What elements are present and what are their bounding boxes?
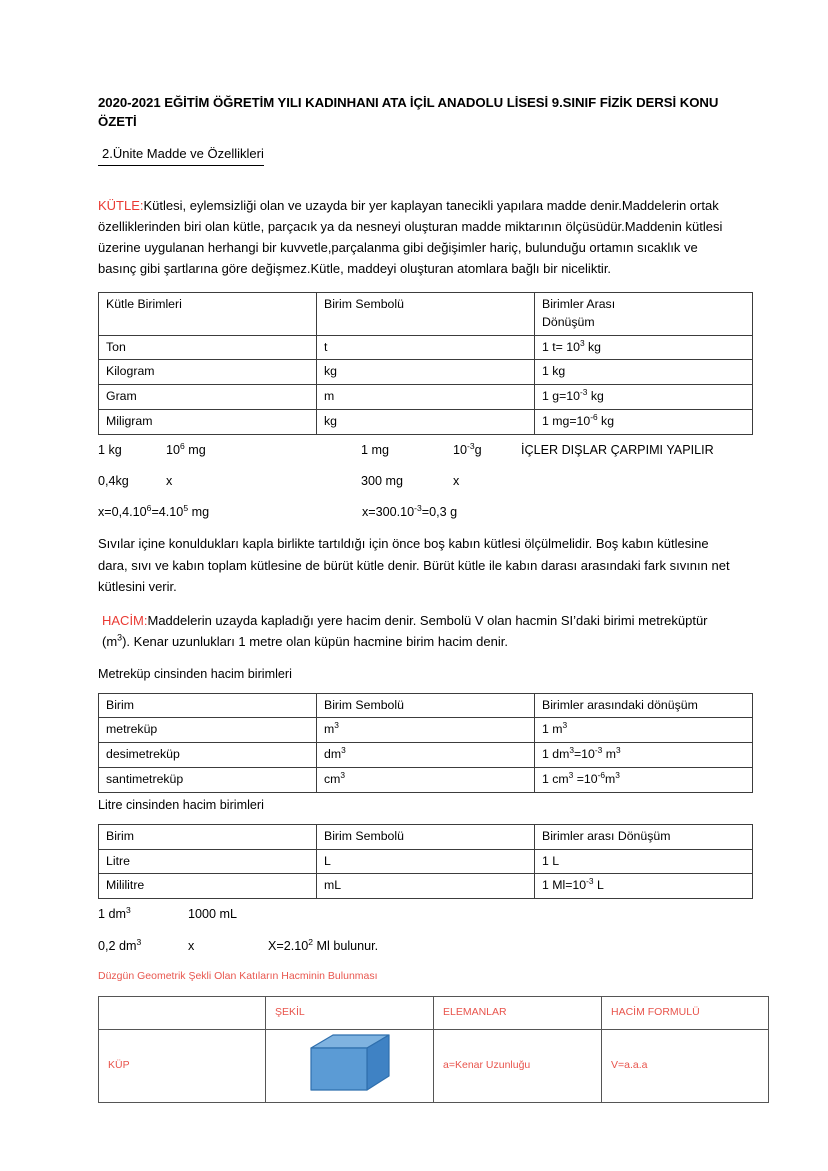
table-header-row xyxy=(99,292,753,335)
cell-symbol: L xyxy=(317,849,535,874)
cell-symbol: kg xyxy=(317,409,535,434)
cell-unit: Ton xyxy=(99,335,317,360)
vol-calc-c xyxy=(268,939,378,953)
table-row xyxy=(99,335,753,360)
calc-right xyxy=(362,502,458,519)
cell-solid-elements: a=Kenar Uzunluğu xyxy=(434,1029,602,1102)
cell-unit: Litre xyxy=(99,849,317,874)
table-header-row xyxy=(99,824,753,849)
calc-b-post: mg xyxy=(184,442,206,457)
volume-calculation-block xyxy=(98,905,730,956)
conv-exponent: 3 xyxy=(615,745,621,756)
vol-c-post: Ml bulunur. xyxy=(313,939,379,954)
vol-a-pre: 0,2 dm xyxy=(98,939,137,954)
cell-conversion xyxy=(535,335,753,360)
cell-conversion: 1 $dm^3=10^{-3}$ $m^3$ xyxy=(535,743,753,768)
conv-pre: 1 t= 10 xyxy=(542,339,580,354)
table-header-cell: Birim Sembolü xyxy=(317,292,535,335)
cell-conversion xyxy=(535,874,753,899)
cell-solid-shape xyxy=(266,1029,434,1102)
cell-unit: santimetreküp xyxy=(99,768,317,793)
vol-calc-a xyxy=(98,905,188,924)
calc-right-pre: x=300.10 xyxy=(362,504,415,519)
cell-symbol: t xyxy=(317,335,535,360)
calc-b: x xyxy=(166,473,173,488)
table-header-cell-elemanlar: ELEMANLAR xyxy=(434,996,602,1029)
calc-a: 1 kg xyxy=(98,442,122,457)
calc-c: 300 mg xyxy=(361,473,404,488)
page-title: 2020-2021 EĞİTİM ÖĞRETİM YILI KADINHANI ATA İÇİL ANADOLU LİSESİ 9.SINIF FİZİK DERSİ KONU ÖZETİ xyxy=(98,95,719,129)
cell-conversion xyxy=(535,385,753,410)
conv-post: kg xyxy=(584,339,602,354)
cell-unit: Miligram xyxy=(99,409,317,434)
calc-left-exp1: 6 xyxy=(146,502,152,513)
conv-exponent: -3 xyxy=(586,876,594,887)
vol-c-exp: 2 xyxy=(308,937,314,947)
volume-units-litre-table xyxy=(98,824,753,899)
volume-units-m3-table xyxy=(98,693,753,793)
table-header-cell: Birimler arasındaki dönüşüm xyxy=(535,693,753,718)
table-header-cell xyxy=(535,292,753,335)
conv-exponent: 3 xyxy=(615,770,620,780)
volume-label: HACİM: xyxy=(102,612,148,628)
calc-right-post: =0,3 g xyxy=(421,504,458,519)
volume-paragraph-part2: ). Kenar uzunlukları 1 metre olan küpün hacmine birim hacim denir. xyxy=(122,633,508,649)
cell-conversion xyxy=(535,409,753,434)
cell-conversion xyxy=(535,849,753,874)
conv-exponent: 3 xyxy=(562,720,568,731)
cell-unit: Mililitre xyxy=(99,874,317,899)
vol-a-exp: 3 xyxy=(136,937,142,947)
table-header-cell: Birim Sembolü xyxy=(317,693,535,718)
table-header-row xyxy=(99,996,769,1029)
table-row xyxy=(99,874,753,899)
table-header-cell: Birimler arası Dönüşüm xyxy=(535,824,753,849)
mass-units-table xyxy=(98,292,753,435)
table-header-cell-empty xyxy=(99,996,266,1029)
sym-exp: 3 xyxy=(340,770,346,780)
conv-post: kg xyxy=(597,413,615,428)
table-row xyxy=(99,849,753,874)
table-row xyxy=(99,385,753,410)
calc-a: 0,4kg xyxy=(98,473,129,488)
calc-c: 1 mg xyxy=(361,442,389,457)
cell-solid-name: KÜP xyxy=(99,1029,266,1102)
calc-left-exp2: 5 xyxy=(183,502,189,513)
conv-pre: 1 Ml=10 xyxy=(542,878,587,893)
table-header-cell: Kütle Birimleri xyxy=(99,292,317,335)
volume-paragraph-part1: Maddelerin uzayda kapladığı yere hacim denir. Sembolü V olan hacmin SI’daki birimi metreküptür (m xyxy=(102,612,708,649)
conv-exponent: -6 xyxy=(597,770,606,780)
cell-symbol: m xyxy=(317,385,535,410)
calc-d-pre: 10 xyxy=(453,442,468,457)
caption-metrekup: Metreküp cinsinden hacim birimleri xyxy=(98,666,292,681)
calc-b-exp: 6 xyxy=(180,440,185,451)
calc-note: İÇLER DIŞLAR ÇARPIMI YAPILIR xyxy=(521,442,714,457)
vol-calc-b: x xyxy=(188,939,195,954)
mass-label: KÜTLE: xyxy=(98,197,144,213)
cell-unit: Kilogram xyxy=(99,360,317,385)
mass-paragraph-text: Kütlesi, eylemsizliği olan ve uzayda bir yer kaplayan tanecikli yapılara madde denir.Maddelerin ortak özelliklerinden biri olan kütle, parçacık ya da nesneyi oluşturan madde miktarının ölçüsüdür.Maddenin kütlesi üzerine uygulanan herhangi bir kuvvetle,parçalanma gibi değişimler hariç, bulunduğu ortamın sıcaklık ve basınç gibi şartlarına göre değişmez.Kütle, maddeyi oluşturan atomlara bağlı bir niceliktir. xyxy=(98,197,723,276)
calc-d-exp: -3 xyxy=(467,440,475,451)
vol-calc-a xyxy=(98,937,188,956)
table-row xyxy=(99,409,753,434)
table-row xyxy=(99,743,753,768)
cell-conversion: 1 $cm^3 =10^{-6}m^3$ xyxy=(535,768,753,793)
vol-a-pre: 1 dm xyxy=(98,907,126,922)
calc-right-exp: -3 xyxy=(414,502,422,513)
calc-left xyxy=(98,503,362,522)
table-row xyxy=(99,360,753,385)
header-line-1: Birimler Arası xyxy=(542,296,616,311)
cell-symbol xyxy=(317,768,535,793)
cell-unit: metreküp xyxy=(99,718,317,743)
cell-conversion: 1 $m^3$ xyxy=(535,718,753,743)
cell-solid-formula: V=a.a.a xyxy=(602,1029,769,1102)
conv-exponent: 3 xyxy=(579,337,585,348)
table-header-cell: Birim xyxy=(99,693,317,718)
table-header-cell: Birim Sembolü xyxy=(317,824,535,849)
unit-heading-wrap xyxy=(98,145,730,179)
table-header-cell: Birim xyxy=(99,824,317,849)
volume-definition-paragraph xyxy=(98,610,730,652)
conv-exponent: 3 xyxy=(569,745,574,756)
vol-calc-row-2 xyxy=(98,937,730,956)
sym-exp: 3 xyxy=(334,720,339,731)
conv-pre: 1 g=10 xyxy=(542,389,580,404)
table-header-cell-sekil: ŞEKİL xyxy=(266,996,434,1029)
conv-exponent: -3 xyxy=(594,745,603,756)
sym-pre: cm xyxy=(324,772,341,787)
table-header-cell-formul: HACİM FORMULÜ xyxy=(602,996,769,1029)
calc-left-pre: x=0,4.10 xyxy=(98,504,147,519)
sym-pre: m xyxy=(324,722,335,737)
volume-paragraph-exp: 3 xyxy=(117,632,123,643)
conv-post: kg xyxy=(587,389,604,404)
conv-pre: 1 L xyxy=(542,853,560,868)
calc-row-2 xyxy=(98,472,730,491)
vol-a-exp: 3 xyxy=(126,905,131,916)
calc-b xyxy=(166,441,361,460)
liquid-paragraph: Sıvılar içine konuldukları kapla birlikte tartıldığı için önce boş kabın kütlesi ölçülmelidir. Boş kabın kütlesine dara, sıvı ve kabın toplam kütlesine de bürüt kütle denir. Bürüt kütle ile kabın darası arasındaki fark sıvının net kütlesini verir. xyxy=(98,536,730,594)
conv-exponent: 3 xyxy=(568,770,574,780)
caption-litre: Litre cinsinden hacim birimleri xyxy=(98,797,264,812)
conv-pre: 1 mg=10 xyxy=(542,413,591,428)
mass-calculation-block xyxy=(98,441,730,522)
table-header-row xyxy=(99,693,753,718)
unit-heading: 2.Ünite Madde ve Özellikleri xyxy=(98,145,264,165)
document-content xyxy=(98,94,730,1105)
table-row xyxy=(99,768,753,793)
cell-unit: Gram xyxy=(99,385,317,410)
vol-c-pre: X=2.10 xyxy=(268,939,309,954)
calc-row-3 xyxy=(98,503,730,522)
cell-conversion xyxy=(535,360,753,385)
calc-d xyxy=(453,441,521,460)
calc-d: x xyxy=(453,473,460,488)
sym-pre: dm xyxy=(324,747,342,762)
cell-symbol xyxy=(317,718,535,743)
table-row xyxy=(99,718,753,743)
solids-heading: Düzgün Geometrik Şekli Olan Katıların Hacminin Bulunması xyxy=(98,970,378,983)
calc-left-mid: =4.10 xyxy=(151,504,184,519)
sym-exp: 3 xyxy=(341,745,346,756)
table-row xyxy=(99,1029,769,1102)
calc-b-pre: 10 xyxy=(166,442,181,457)
vol-calc-row-1 xyxy=(98,905,730,924)
calc-left-post: mg xyxy=(188,504,210,519)
calc-d-post: g xyxy=(474,442,482,457)
conv-exponent: -3 xyxy=(579,387,588,398)
calc-row-1 xyxy=(98,441,730,460)
cell-symbol: mL xyxy=(317,874,535,899)
cell-unit: desimetreküp xyxy=(99,743,317,768)
cell-symbol: kg xyxy=(317,360,535,385)
cube-icon xyxy=(307,1032,393,1094)
mass-definition-paragraph xyxy=(98,195,730,279)
cell-symbol xyxy=(317,743,535,768)
conv-pre: 1 kg xyxy=(542,364,566,379)
conv-post: L xyxy=(593,878,604,893)
conv-exponent: -6 xyxy=(590,411,598,422)
vol-calc-b: 1000 mL xyxy=(188,907,238,922)
header-line-2: Dönüşüm xyxy=(542,314,595,329)
solids-volume-table xyxy=(98,996,769,1103)
